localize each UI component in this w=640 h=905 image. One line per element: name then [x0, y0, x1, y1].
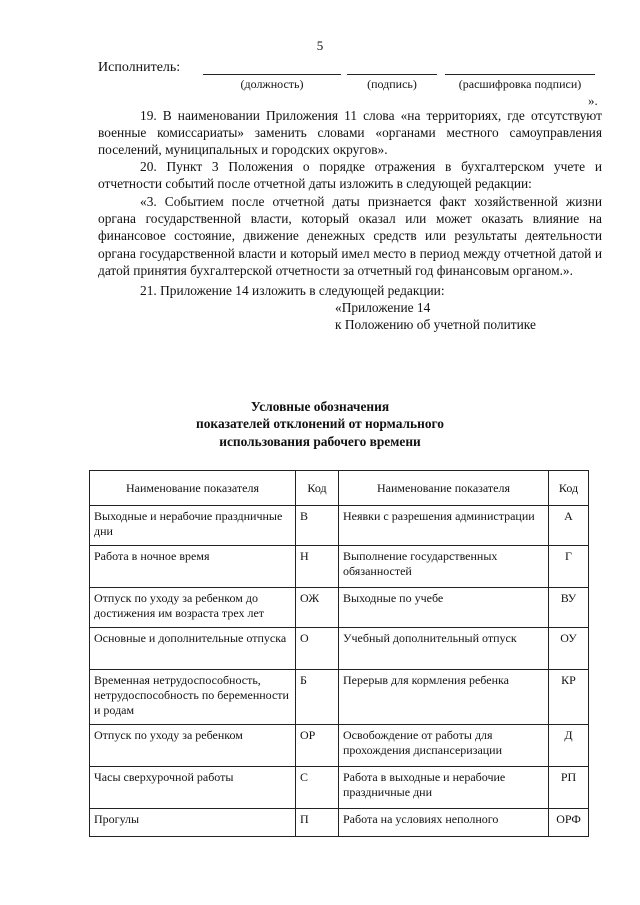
cell-code-right: ОРФ — [549, 809, 589, 837]
cell-code-left: С — [296, 767, 339, 809]
cell-code-right: ВУ — [549, 588, 589, 628]
cell-code-left: Н — [296, 546, 339, 588]
appendix-title: «Приложение 14 — [335, 300, 431, 315]
cell-name-left: Работа в ночное время — [90, 546, 296, 588]
signature-line-position — [203, 74, 341, 75]
heading-line-2: показателей отклонений от нормального — [196, 416, 444, 432]
cell-name-left: Основные и дополнительные отпуска — [90, 628, 296, 670]
cell-name-right: Учебный дополнительный отпуск — [339, 628, 549, 670]
table-row — [90, 628, 589, 670]
cell-name-right: Перерыв для кормления ребенка — [339, 670, 549, 725]
closing-quote: ». — [588, 93, 598, 108]
cell-name-left: Часы сверхурочной работы — [90, 767, 296, 809]
table-row — [90, 725, 589, 767]
table-row — [90, 546, 589, 588]
cell-code-right: КР — [549, 670, 589, 725]
page-number: 5 — [316, 38, 324, 53]
table-row — [90, 506, 589, 546]
cell-name-left: Отпуск по уходу за ребенком — [90, 725, 296, 767]
codes-table — [89, 470, 589, 837]
cell-code-left: ОР — [296, 725, 339, 767]
cell-name-right: Выполнение государственных обязанностей — [339, 546, 549, 588]
cell-name-right: Работа в выходные и нерабочие праздничные дни — [339, 767, 549, 809]
cell-code-right: РП — [549, 767, 589, 809]
cell-code-right: Г — [549, 546, 589, 588]
heading-line-1: Условные обозначения — [250, 399, 390, 414]
cell-name-right: Выходные по учебе — [339, 588, 549, 628]
header-code-2: Код — [549, 471, 589, 506]
appendix-subtitle: к Положению об учетной политике — [335, 317, 536, 332]
signature-line-signature — [347, 74, 437, 75]
header-name-1: Наименование показателя — [90, 471, 296, 506]
cell-name-left: Временная нетрудоспособность, нетрудоспособность по беременности и родам — [90, 670, 296, 725]
paragraph-20-quote: «3. Событием после отчетной даты признается факт хозяйственной жизни органа государственной власти, который оказал или может оказать влияние на финансовое состояние, движение денежных средств или результаты деятельности органа государственной власти и который имел место в период между отчетной датой и датой принятия бухгалтерской отчетности за отчетный год финансовым органом.». — [98, 194, 602, 278]
paragraph-19: 19. В наименовании Приложения 11 слова «на территориях, где отсутствуют военные комиссариаты» заменить словами «органами местного самоуправления поселений, муниципальных и городских округов». — [98, 108, 602, 158]
cell-code-left: П — [296, 809, 339, 837]
paragraph-20: 20. Пункт 3 Положения о порядке отражения в бухгалтерском учете и отчетности событий после отчетной даты изложить в следующей редакции: — [98, 159, 602, 192]
table-heading — [0, 398, 640, 450]
cell-name-right: Освобождение от работы для прохождения диспансеризации — [339, 725, 549, 767]
cell-code-left: В — [296, 506, 339, 546]
signature-line-decoding — [445, 74, 595, 75]
cell-code-left: Б — [296, 670, 339, 725]
cell-code-right: А — [549, 506, 589, 546]
cell-name-left: Отпуск по уходу за ребенком до достижения им возраста трех лет — [90, 588, 296, 628]
cell-name-right: Работа на условиях неполного — [339, 809, 549, 837]
cell-name-right: Неявки с разрешения администрации — [339, 506, 549, 546]
table-header-row — [90, 471, 589, 506]
heading-line-3: использования рабочего времени — [219, 433, 421, 449]
cell-code-left: ОЖ — [296, 588, 339, 628]
cell-code-right: Д — [549, 725, 589, 767]
cell-code-left: О — [296, 628, 339, 670]
cell-name-left: Выходные и нерабочие праздничные дни — [90, 506, 296, 546]
table-row — [90, 809, 589, 837]
table-row — [90, 670, 589, 725]
caption-position: (должность) — [240, 77, 304, 91]
cell-name-left: Прогулы — [90, 809, 296, 837]
paragraph-21: 21. Приложение 14 изложить в следующей редакции: — [140, 283, 445, 298]
header-name-2: Наименование показателя — [339, 471, 549, 506]
table-row — [90, 588, 589, 628]
caption-signature: (подпись) — [367, 77, 417, 91]
table-row — [90, 767, 589, 809]
executor-label: Исполнитель: — [98, 60, 181, 75]
header-code-1: Код — [296, 471, 339, 506]
caption-signature-decoding: (расшифровка подписи) — [458, 77, 582, 91]
cell-code-right: ОУ — [549, 628, 589, 670]
